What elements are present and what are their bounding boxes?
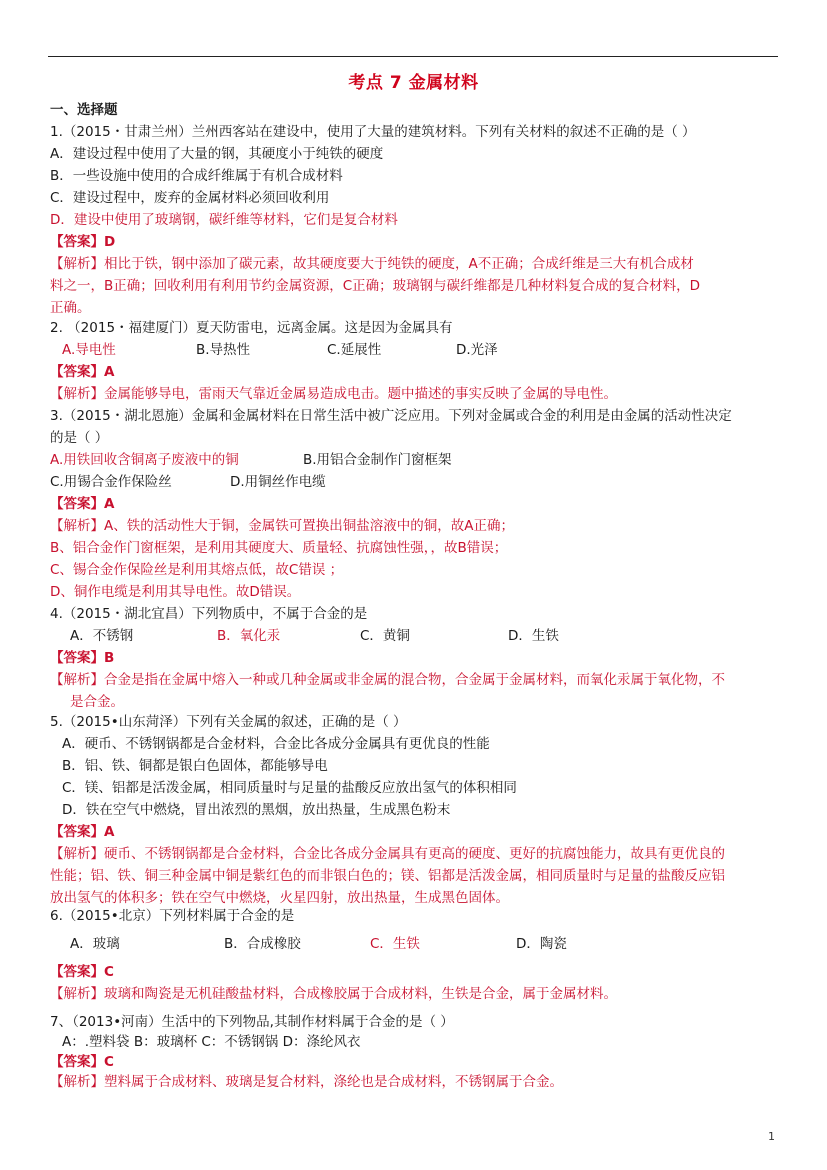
page-title: 考点 7 金属材料 (348, 73, 479, 93)
q6-answer: 【答案】C (50, 964, 114, 980)
q2-answer: 【答案】A (50, 364, 115, 380)
q5-option-c: C．镁、铝都是活泼金属，相同质量时与足量的盐酸反应放出氢气的体积相同 (62, 780, 517, 796)
q3-explanation: 【解析】A、铁的活动性大于铜，金属铁可置换出铜盐溶液中的铜，故A正确； (50, 518, 514, 534)
q6-option-c: C．生铁 (370, 936, 420, 952)
q3-stem: 3.（2015・湖北恩施）金属和金属材料在日常生活中被广泛应用。下列对金属或合金的利用是由金属的活动性决定 (50, 408, 732, 424)
q1-option-c: C．建设过程中，废弃的金属材料必须回收利用 (50, 190, 330, 206)
page-number: 1 (768, 1130, 775, 1143)
q6-explanation: 【解析】玻璃和陶瓷是无机硅酸盐材料，合成橡胶属于合成材料，生铁是合金，属于金属材料。 (50, 986, 617, 1002)
q6-option-b: B．合成橡胶 (224, 936, 301, 952)
q3-option-a: A.用铁回收含铜离子废液中的铜 (50, 452, 239, 468)
q4-answer: 【答案】B (50, 650, 115, 666)
q4-option-a: A．不锈钢 (70, 628, 134, 644)
q5-explanation: 【解析】硬币、不锈钢锅都是合金材料，合金比各成分金属具有更高的硬度、更好的抗腐蚀能力，故具有更优良的 (50, 846, 725, 862)
q5-option-b: B．铝、铁、铜都是银白色固体，都能够导电 (62, 758, 328, 774)
q2-option-b: B.导热性 (196, 342, 251, 358)
q6-option-a: A．玻璃 (70, 936, 120, 952)
q3-stem: 的是（ ） (50, 430, 109, 446)
q1-option-b: B．一些设施中使用的合成纤维属于有机合成材料 (50, 168, 343, 184)
q1-stem: 1.（2015・甘肃兰州）兰州西客站在建设中，使用了大量的建筑材料。下列有关材料的叙述不正确的是（ ） (50, 124, 696, 140)
q2-explanation: 【解析】金属能够导电，雷雨天气靠近金属易造成电击。题中描述的事实反映了金属的导电性。 (50, 386, 617, 402)
q1-option-d: D．建设中使用了玻璃钢，碳纤维等材料，它们是复合材料 (50, 212, 398, 228)
q3-explanation: B、铝合金作门窗框架，是利用其硬度大、质量轻、抗腐蚀性强，，故B错误； (50, 540, 508, 556)
q4-stem: 4.（2015・湖北宜昌）下列物质中，不属于合金的是 (50, 606, 368, 622)
q7-answer: 【答案】C (50, 1054, 114, 1070)
q1-answer: 【答案】D (50, 234, 116, 250)
q3-option-d: D.用铜丝作电缆 (230, 474, 326, 490)
q1-explanation: 料之一，B正确；回收利用有利用节约金属资源，C正确；玻璃钢与碳纤维都是几种材料复合成的复合材料，D (50, 278, 701, 294)
q5-explanation: 性能；铝、铁、铜三种金属中铜是紫红色的而非银白色的；镁、铝都是活泼金属，相同质量时与足量的盐酸反应铝 (50, 868, 725, 884)
q3-option-c: C.用锡合金作保险丝 (50, 474, 172, 490)
q4-option-c: C．黄铜 (360, 628, 410, 644)
q7-explanation: 【解析】塑料属于合成材料、玻璃是复合材料，涤纶也是合成材料，不锈钢属于合金。 (50, 1074, 563, 1090)
q4-option-b: B．氧化汞 (217, 628, 281, 644)
q4-option-d: D．生铁 (508, 628, 559, 644)
q2-option-d: D.光泽 (456, 342, 498, 358)
q2-stem: 2. （2015・福建厦门）夏天防雷电，远离金属。这是因为金属具有 (50, 320, 453, 336)
q3-explanation: C、锡合金作保险丝是利用其熔点低，故C错误 ； (50, 562, 344, 578)
header-rule (48, 56, 778, 57)
q1-explanation: 【解析】相比于铁，钢中添加了碳元素，故其硬度要大于纯铁的硬度，A不正确；合成纤维是三大有机合成材 (50, 256, 694, 272)
q2-option-c: C.延展性 (327, 342, 382, 358)
q2-option-a: A.导电性 (62, 342, 116, 358)
q5-explanation: 放出氢气的体积多；铁在空气中燃烧，火星四射，放出热量，生成黑色固体。 (50, 890, 509, 906)
q3-explanation: D、铜作电缆是利用其导电性。故D错误。 (50, 584, 301, 600)
q6-option-d: D．陶瓷 (516, 936, 567, 952)
q3-answer: 【答案】A (50, 496, 115, 512)
q3-option-b: B.用铝合金制作门窗框架 (303, 452, 452, 468)
q5-stem: 5.（2015•山东菏泽）下列有关金属的叙述，正确的是（ ） (50, 714, 407, 730)
q7-options: A：.塑料袋 B：玻璃杯 C：不锈钢锅 D：涤纶风衣 (62, 1034, 361, 1050)
q5-answer: 【答案】A (50, 824, 115, 840)
q6-stem: 6.（2015•北京）下列材料属于合金的是 (50, 908, 295, 924)
q5-option-a: A．硬币、不锈钢锅都是合金材料，合金比各成分金属具有更优良的性能 (62, 736, 490, 752)
q4-explanation: 是合金。 (70, 694, 124, 710)
q1-option-a: A．建设过程中使用了大量的钢，其硬度小于纯铁的硬度 (50, 146, 384, 162)
q1-explanation: 正确。 (50, 300, 91, 316)
q7-stem: 7、（2013•河南）生活中的下列物品,其制作材料属于合金的是（ ） (50, 1014, 454, 1030)
section-heading: 一、选择题 (50, 102, 118, 118)
q5-option-d: D．铁在空气中燃烧，冒出浓烈的黑烟，放出热量，生成黑色粉末 (62, 802, 451, 818)
q4-explanation: 【解析】合金是指在金属中熔入一种或几种金属或非金属的混合物，合金属于金属材料，而氧化汞属于氧化物，不 (50, 672, 725, 688)
